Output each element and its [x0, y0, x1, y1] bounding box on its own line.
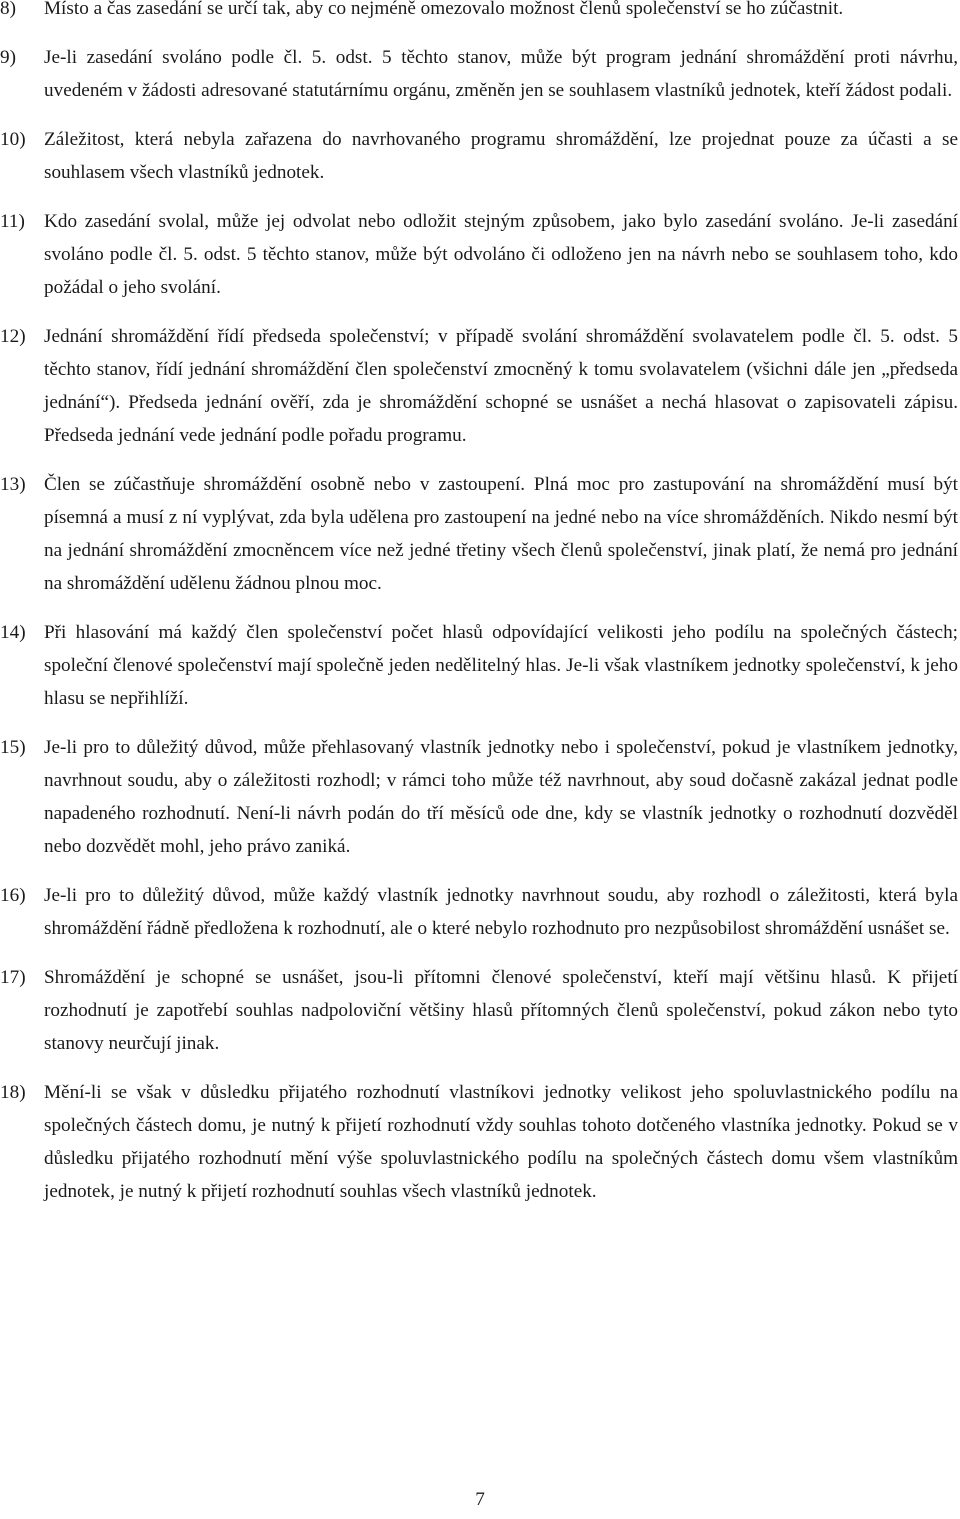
- item-text: Je-li pro to důležitý důvod, může každý vlastník jednotky navrhnout soudu, aby rozhodl o záležitosti, která byla shromáždění řádně předložena k rozhodnutí, ale o které nebylo rozhodnuto pro nezpůsobilost shromáždění usnášet se.: [44, 885, 958, 939]
- item-number: 9): [0, 47, 16, 68]
- item-number: 11): [0, 211, 25, 232]
- item-text: Místo a čas zasedání se určí tak, aby co nejméně omezovalo možnost členů společenství se ho zúčastnit.: [44, 0, 844, 19]
- list-item: [0, 123, 958, 189]
- item-number: 15): [0, 737, 26, 758]
- item-text: Shromáždění je schopné se usnášet, jsou-li přítomni členové společenství, kteří mají většinu hlasů. K přijetí rozhodnutí je zapotřebí souhlas nadpoloviční většiny hlasů přítomných členů společenství, pokud zákon nebo tyto stanovy neurčují jinak.: [44, 967, 958, 1054]
- item-number: 12): [0, 326, 26, 347]
- list-item: [0, 616, 958, 715]
- item-text: Mění-li se však v důsledku přijatého rozhodnutí vlastníkovi jednotky velikost jeho spoluvlastnického podílu na společných částech domu, je nutný k přijetí rozhodnutí vždy souhlas tohoto dotčeného vlastníka jednotky. Pokud se v důsledku přijatého rozhodnutí mění výše spoluvlastnického podílu na společných částech domu všem vlastníkům jednotek, je nutný k přijetí rozhodnutí souhlas všech vlastníků jednotek.: [44, 1082, 958, 1202]
- page-number: 7: [475, 1489, 485, 1510]
- list-item: [0, 205, 958, 304]
- item-text: Kdo zasedání svolal, může jej odvolat nebo odložit stejným způsobem, jako bylo zasedání svoláno. Je-li zasedání svoláno podle čl. 5. odst. 5 těchto stanov, může být odvoláno či odloženo jen na návrh nebo se souhlasem toho, kdo požádal o jeho svolání.: [44, 211, 958, 298]
- item-number: 10): [0, 129, 26, 150]
- list-item: [0, 961, 958, 1060]
- item-text: Je-li pro to důležitý důvod, může přehlasovaný vlastník jednotky nebo i společenství, pokud je vlastníkem jednotky, navrhnout soudu, aby o záležitosti rozhodl; v rámci toho může též navrhnout, aby soud dočasně zakázal jednat podle napadeného rozhodnutí. Není-li návrh podán do tří měsíců ode dne, kdy se vlastník jednotky o rozhodnutí dozvěděl nebo dozvědět mohl, jeho právo zaniká.: [44, 737, 958, 857]
- item-text: Člen se zúčastňuje shromáždění osobně nebo v zastoupení. Plná moc pro zastupování na shromáždění musí být písemná a musí z ní vyplývat, zda byla udělena pro zastoupení na jedné nebo na více shromážděních. Nikdo nesmí být na jednání shromáždění zmocněncem více než jedné třetiny všech členů společenství, jinak platí, že nemá pro jednání na shromáždění udělenu žádnou plnou moc.: [44, 474, 958, 594]
- list-item: [0, 320, 958, 452]
- list-item: [0, 468, 958, 600]
- item-number: 8): [0, 0, 16, 19]
- item-text: Záležitost, která nebyla zařazena do navrhovaného programu shromáždění, lze projednat pouze za účasti a se souhlasem všech vlastníků jednotek.: [44, 129, 958, 183]
- list-item: [0, 879, 958, 945]
- item-number: 14): [0, 622, 26, 643]
- list-item: [0, 41, 958, 107]
- list-item: [0, 1076, 958, 1208]
- item-text: Při hlasování má každý člen společenství počet hlasů odpovídající velikosti jeho podílu na společných částech; společní členové společenství mají společně jeden nedělitelný hlas. Je-li však vlastníkem jednotky společenství, k jeho hlasu se nepřihlíží.: [44, 622, 958, 709]
- item-number: 13): [0, 474, 26, 495]
- item-number: 17): [0, 967, 26, 988]
- item-text: Jednání shromáždění řídí předseda společenství; v případě svolání shromáždění svolavatelem podle čl. 5. odst. 5 těchto stanov, řídí jednání shromáždění člen společenství zmocněný k tomu svolavatelem (všichni dále jen „předseda jednání“). Předseda jednání ověří, zda je shromáždění schopné se usnášet a nechá hlasovat o zapisovateli zápisu. Předseda jednání vede jednání podle pořadu programu.: [44, 326, 958, 446]
- item-text: Je-li zasedání svoláno podle čl. 5. odst. 5 těchto stanov, může být program jednání shromáždění proti návrhu, uvedeném v žádosti adresované statutárnímu orgánu, změněn jen se souhlasem vlastníků jednotek, kteří žádost podali.: [44, 47, 958, 101]
- item-number: 16): [0, 885, 26, 906]
- list-item: [0, 0, 958, 25]
- list-item: [0, 731, 958, 863]
- item-number: 18): [0, 1082, 26, 1103]
